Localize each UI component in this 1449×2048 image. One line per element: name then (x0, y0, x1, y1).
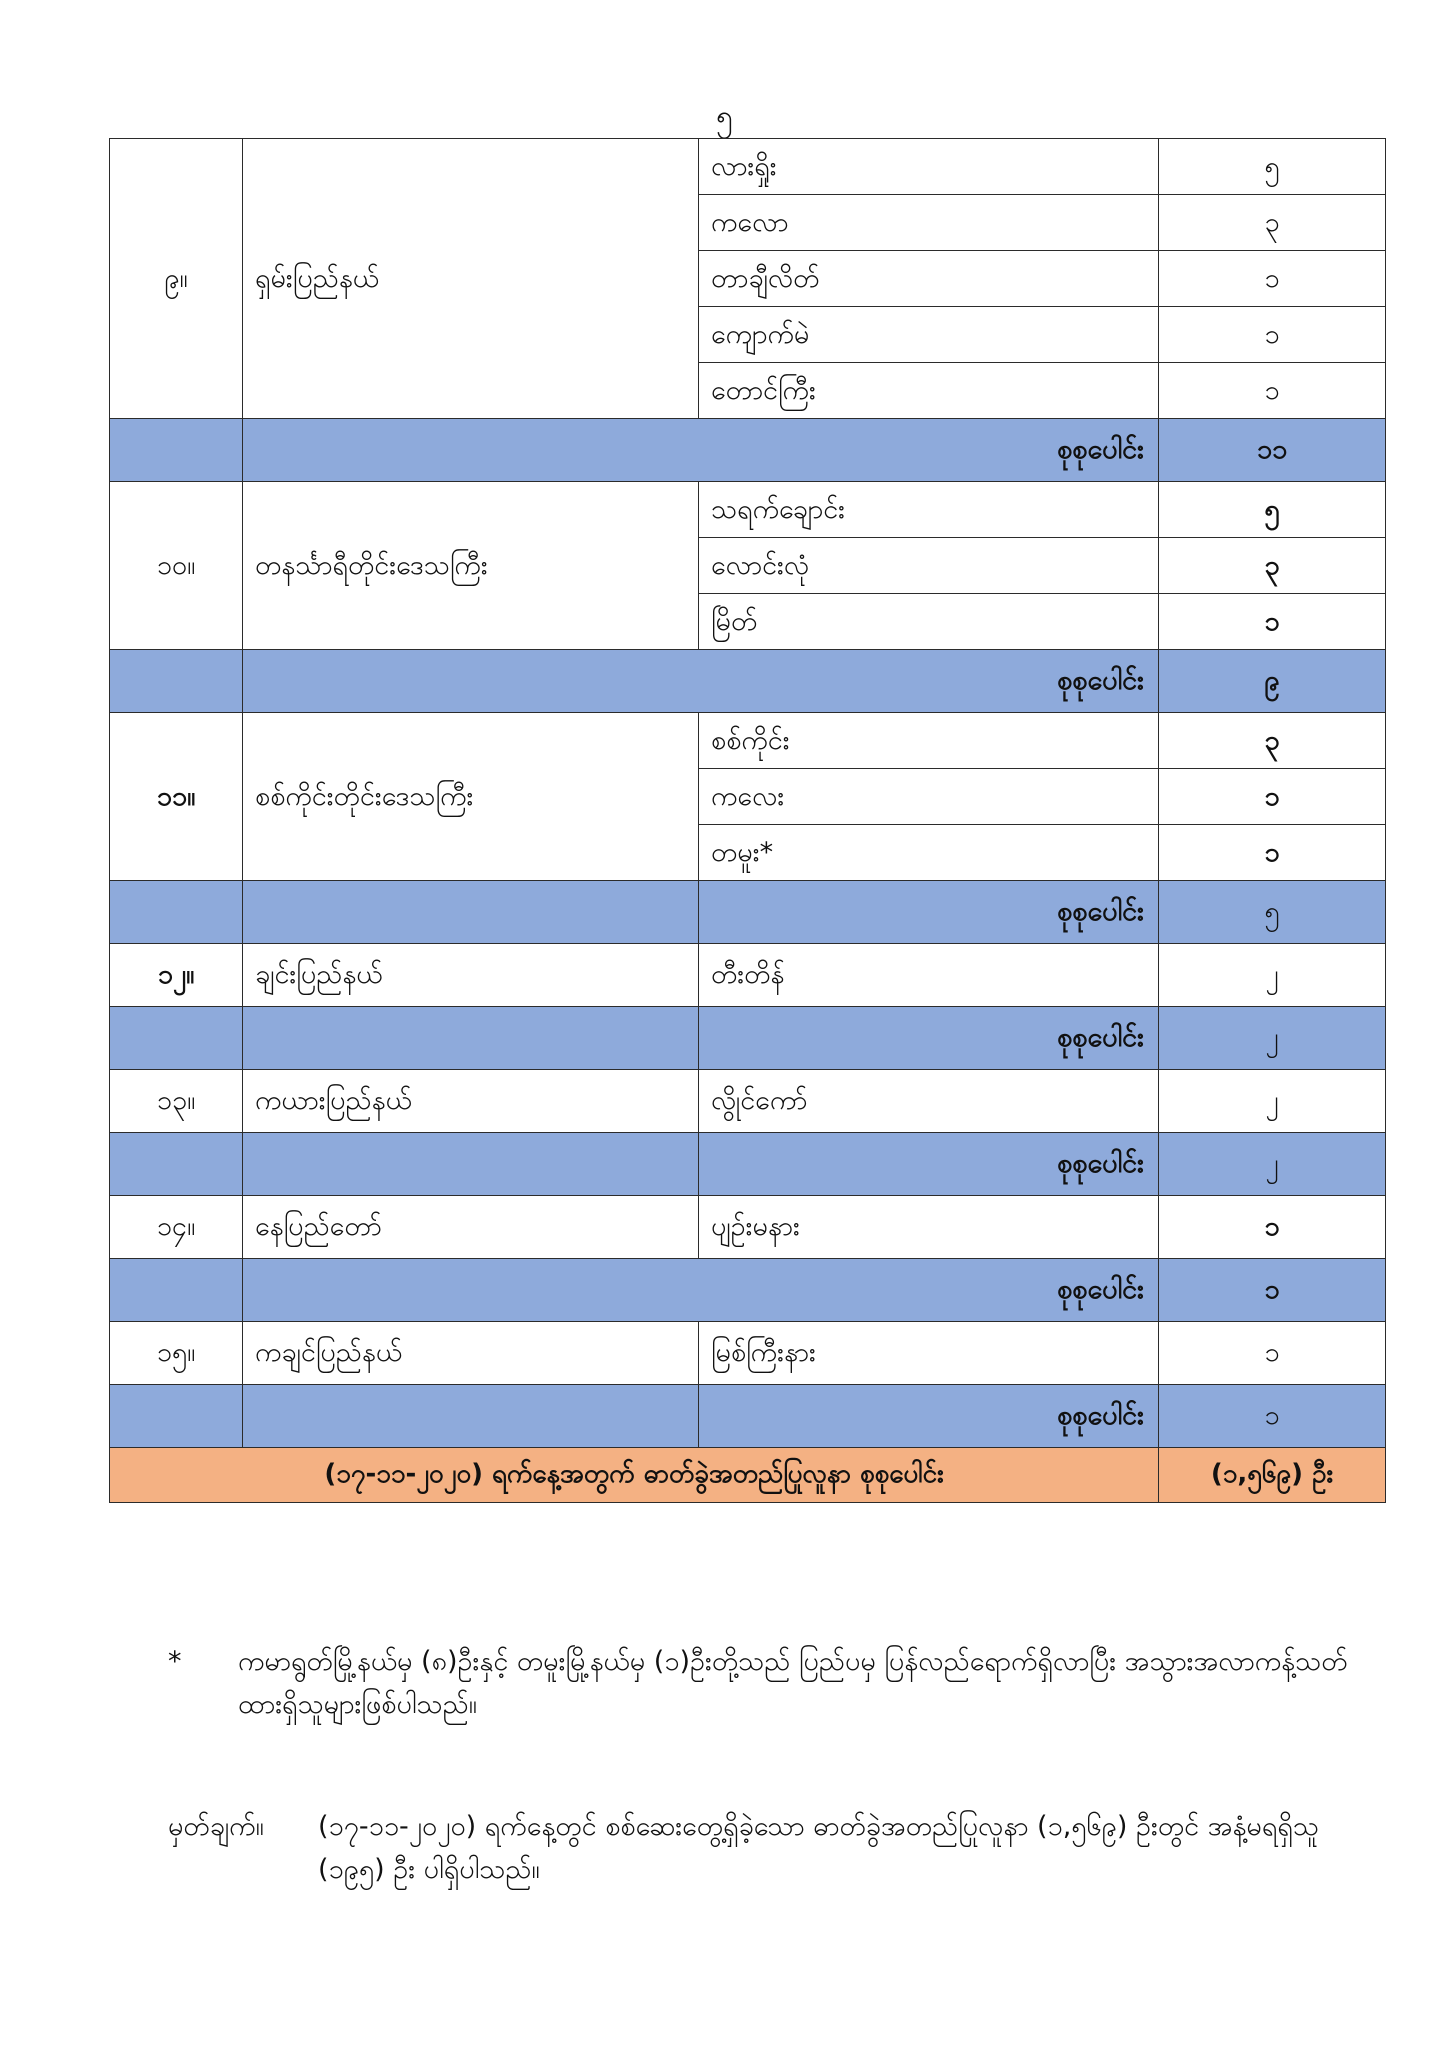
total-value: ၁ (1159, 1385, 1386, 1448)
township-name: သရက်ချောင်း (699, 482, 1159, 538)
region-name: ကယားပြည်နယ် (243, 1070, 699, 1133)
region-name: ကချင်ပြည်နယ် (243, 1322, 699, 1385)
case-count: ၁ (1159, 1196, 1386, 1259)
township-name: လွိုင်ကော် (699, 1070, 1159, 1133)
footnote-star-mark: * (168, 1646, 182, 1677)
township-name: ကလော (699, 195, 1159, 251)
table-row (110, 482, 1386, 538)
case-count: ၁ (1159, 769, 1386, 825)
row-number: ၁၄။ (110, 1196, 243, 1259)
total-label: စုစုပေါင်း (243, 1259, 1159, 1322)
table-row (110, 944, 1386, 1007)
case-count: ၃ (1159, 538, 1386, 594)
total-value: ၂ (1159, 1133, 1386, 1196)
township-name: တမူး* (699, 825, 1159, 881)
total-value: ၁၁ (1159, 419, 1386, 482)
table-row (110, 713, 1386, 769)
total-value: ၉ (1159, 650, 1386, 713)
page-number: ၅ (716, 99, 733, 134)
table-row (110, 139, 1386, 195)
case-count: ၃ (1159, 713, 1386, 769)
total-blank-cell (110, 1385, 243, 1448)
row-number: ၁၃။ (110, 1070, 243, 1133)
case-count: ၃ (1159, 195, 1386, 251)
total-blank-cell (110, 881, 243, 944)
township-name: တီးတိန် (699, 944, 1159, 1007)
table-row (110, 1322, 1386, 1385)
region-name: ချင်းပြည်နယ် (243, 944, 699, 1007)
total-value: ၁ (1159, 1259, 1386, 1322)
case-count: ၁ (1159, 594, 1386, 650)
total-value: ၅ (1159, 881, 1386, 944)
row-number: ၉။ (110, 139, 243, 419)
total-label: စုစုပေါင်း (243, 650, 1159, 713)
region-name: နေပြည်တော် (243, 1196, 699, 1259)
cases-table (109, 138, 1386, 1503)
total-row (110, 1133, 1386, 1196)
table-row (110, 1196, 1386, 1259)
case-count: ၁ (1159, 363, 1386, 419)
footnote-remark-mark: မှတ်ချက်။ (168, 1811, 264, 1842)
total-row (110, 1385, 1386, 1448)
case-count: ၁ (1159, 1322, 1386, 1385)
case-count: ၁ (1159, 825, 1386, 881)
township-name: စစ်ကိုင်း (699, 713, 1159, 769)
case-count: ၂ (1159, 944, 1386, 1007)
footnote-star-text: ကမာရွတ်မြို့နယ်မှ (၈)ဦးနှင့် တမူးမြို့နယ်မှ (၁)ဦးတို့သည် ပြည်ပမှ ပြန်လည်ရောက်ရှိလာပြီး အသွားအလာကန့်သတ်ထားရှိသူများဖြစ်ပါသည်။ (238, 1646, 1348, 1721)
total-blank-cell (243, 1385, 699, 1448)
total-blank-cell (110, 1259, 243, 1322)
total-row (110, 419, 1386, 482)
total-row (110, 1007, 1386, 1070)
region-name: ရှမ်းပြည်နယ် (243, 139, 699, 419)
township-name: ပျဉ်းမနား (699, 1196, 1159, 1259)
row-number: ၁၂။ (110, 944, 243, 1007)
footnote-star (168, 1640, 1388, 1726)
grand-total-label: (၁၇-၁၁-၂၀၂၀) ရက်နေ့အတွက် ဓာတ်ခွဲအတည်ပြုလူနာ စုစုပေါင်း (110, 1448, 1159, 1503)
total-blank-cell (243, 1007, 699, 1070)
total-blank-cell (243, 1133, 699, 1196)
table-row (110, 1070, 1386, 1133)
total-blank-cell (110, 419, 243, 482)
township-name: လောင်းလုံ (699, 538, 1159, 594)
total-blank-cell (110, 650, 243, 713)
total-blank-cell (110, 1007, 243, 1070)
row-number: ၁၅။ (110, 1322, 243, 1385)
township-name: ကျောက်မဲ (699, 307, 1159, 363)
total-label: စုစုပေါင်း (699, 1007, 1159, 1070)
region-name: တနင်္သာရီတိုင်းဒေသကြီး (243, 482, 699, 650)
case-count: ၂ (1159, 1070, 1386, 1133)
footnote-remark (168, 1805, 1388, 1891)
footnote-remark-text: (၁၇-၁၁-၂၀၂၀) ရက်နေ့တွင် စစ်ဆေးတွေ့ရှိခဲ့သော ဓာတ်ခွဲအတည်ပြုလူနာ (၁,၅၆၉) ဦးတွင် အနံ့မရရှိသူ (၁၉၅) ဦး ပါရှိပါသည်။ (318, 1811, 1319, 1886)
total-blank-cell (110, 1133, 243, 1196)
township-name: တာချီလိတ် (699, 251, 1159, 307)
total-label: စုစုပေါင်း (699, 881, 1159, 944)
case-count: ၁ (1159, 251, 1386, 307)
case-count: ၁ (1159, 307, 1386, 363)
grand-total-row (110, 1448, 1386, 1503)
total-row (110, 1259, 1386, 1322)
region-name: စစ်ကိုင်းတိုင်းဒေသကြီး (243, 713, 699, 881)
row-number: ၁၁။ (110, 713, 243, 881)
township-name: မြိတ် (699, 594, 1159, 650)
grand-total-value: (၁,၅၆၉) ဦး (1159, 1448, 1386, 1503)
township-name: လားရှိုး (699, 139, 1159, 195)
total-blank-cell (243, 881, 699, 944)
total-label: စုစုပေါင်း (699, 1385, 1159, 1448)
total-label: စုစုပေါင်း (699, 1133, 1159, 1196)
total-value: ၂ (1159, 1007, 1386, 1070)
township-name: ကလေး (699, 769, 1159, 825)
total-row (110, 650, 1386, 713)
total-label: စုစုပေါင်း (243, 419, 1159, 482)
case-count: ၅ (1159, 482, 1386, 538)
township-name: မြစ်ကြီးနား (699, 1322, 1159, 1385)
total-row (110, 881, 1386, 944)
case-count: ၅ (1159, 139, 1386, 195)
township-name: တောင်ကြီး (699, 363, 1159, 419)
row-number: ၁၀။ (110, 482, 243, 650)
